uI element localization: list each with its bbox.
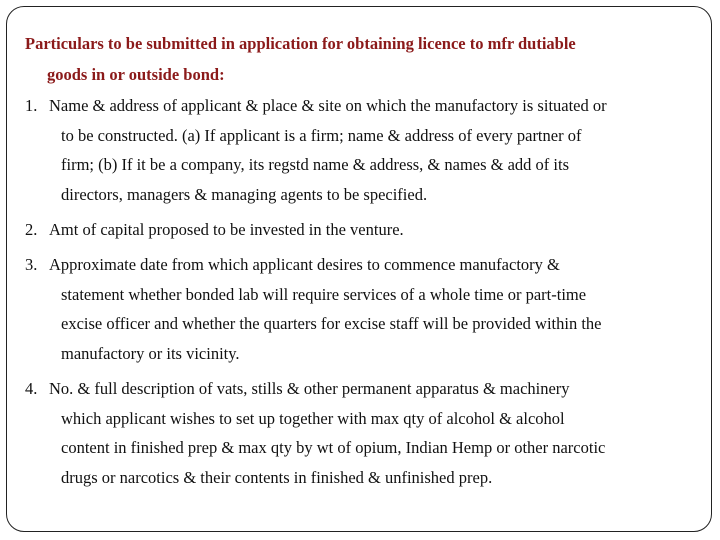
heading-line-2: goods in or outside bond: [47,65,225,84]
item-line: excise officer and whether the quarters for excise staff will be provided within the [61,314,602,333]
item-line: which applicant wishes to set up together with max qty of alcohol & alcohol [61,408,565,428]
item-number: 2. [25,220,38,239]
item-line: directors, managers & managing agents to be specified. [61,184,428,204]
item-number: 3. [25,255,38,274]
heading-line-1: Particulars to be submitted in application for obtaining licence to mfr dutiable [25,34,576,53]
list-item-1 [25,91,697,209]
item-line: to be constructed. (a) If applicant is a firm; name & address of every partner of [61,125,582,145]
item-line: statement whether bonded lab will require services of a whole time or part-time [61,284,587,304]
item-line: No. & full description of vats, stills & other permanent apparatus & machinery [49,379,570,398]
item-line: manufactory or its vicinity. [61,343,240,363]
slide-heading [25,28,685,90]
list-item-3 [25,250,697,368]
list-item-2 [25,215,697,245]
item-number: 1. [25,96,38,115]
item-line: Amt of capital proposed to be invested in the venture. [49,220,404,239]
item-line: firm; (b) If it be a company, its regstd name & address, & names & add of its [61,155,570,174]
item-number: 4. [25,379,38,398]
item-line: drugs or narcotics & their contents in finished & unfinished prep. [61,467,493,487]
list-item-4 [25,374,697,492]
item-line: content in finished prep & max qty by wt of opium, Indian Hemp or other narcotic [61,438,606,457]
item-line: Name & address of applicant & place & site on which the manufactory is situated or [49,96,607,115]
item-line: Approximate date from which applicant desires to commence manufactory & [49,255,560,274]
